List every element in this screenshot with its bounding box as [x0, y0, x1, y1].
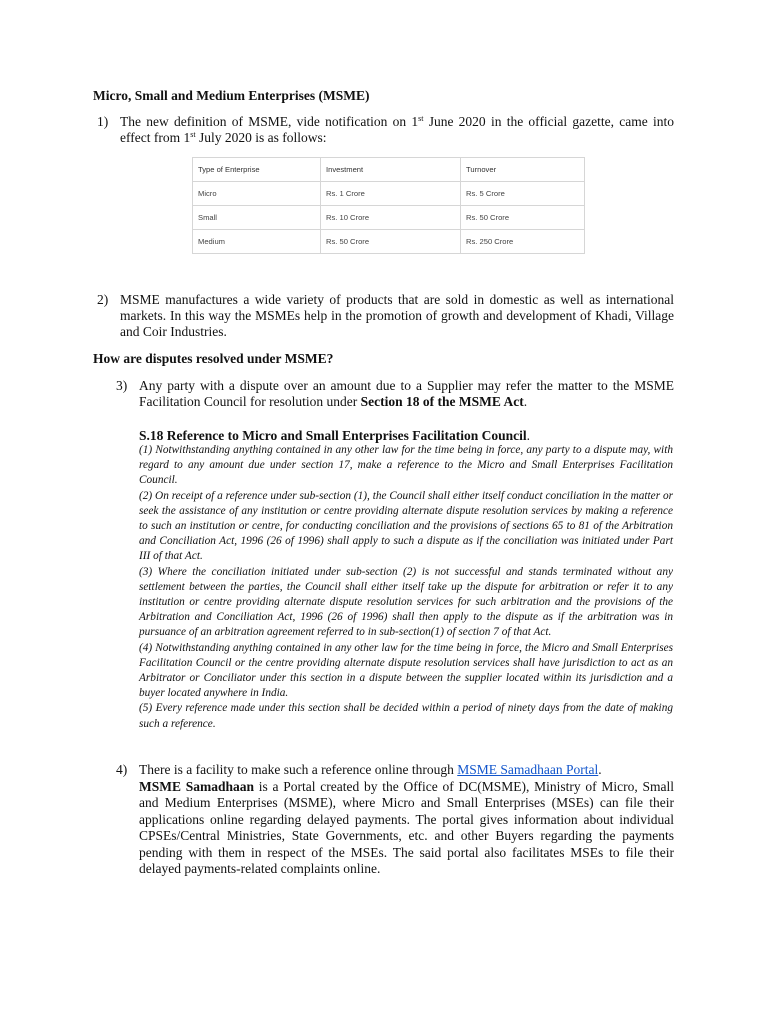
msme-samadhaan-link[interactable]: MSME Samadhaan Portal [457, 762, 599, 777]
legal-clause: (3) Where the conciliation initiated under sub-section (2) is not successful and stands terminated without any settlement between the parties, the Council shall either itself take up the dispute for arbitration or refer it to any institution or centre providing alternate dispute resolution services for such arbitration and the provisions of the Arbitration and Conciliation Act, 1996 (26 of 1996) shall then apply to the dispute as if the arbitration was in pursuance of an arbitration agreement referred to in sub-section(1) of section 7 of that Act. [139, 565, 673, 639]
section-18-text [139, 443, 673, 732]
table-row [193, 230, 585, 254]
list-item-text: There is a facility to make such a reference online through MSME Samadhaan Portal. MSME Samadhaan is a Portal created by the Office of DC(MSME), Ministry of Micro, Small and Medium Enterprises (MSME), where Micro and Small Enterprises (MSEs) can file their applications online regarding delayed payments. The portal gives information about individual CPSEs/Central Ministries, State Governments, etc. and other Buyers regarding the payments pending with them in respect of the MSEs. The said portal also facilitates MSEs to file their delayed payments-related complaints online. [139, 762, 674, 876]
table-header-row [193, 158, 585, 182]
page-title: Micro, Small and Medium Enterprises (MSME) [93, 88, 370, 103]
table-row [193, 182, 585, 206]
list-number: 3) [116, 378, 128, 393]
legal-clause: (2) On receipt of a reference under sub-section (1), the Council shall either itself conduct conciliation in the matter or seek the assistance of any institution or centre providing alternate dispute resolution services by making a reference to such an institution or centre, for conducting conciliation and the provisions of sections 65 to 81 of the Arbitration and Conciliation Act, 1996 (26 of 1996) shall apply to such a dispute as if the conciliation was initiated under Part III of that Act. [139, 489, 673, 563]
list-item-text: Any party with a dispute over an amount due to a Supplier may refer the matter to the MSME Facilitation Council for resolution under Section 18 of the MSME Act. [139, 378, 674, 409]
list-number: 1) [97, 114, 109, 129]
table-row [193, 206, 585, 230]
legal-clause: (5) Every reference made under this section shall be decided within a period of ninety days from the date of making such a reference. [139, 702, 673, 730]
list-item-text: The new definition of MSME, vide notification on 1st June 2020 in the official gazette, came into effect from 1st July 2020 is as follows: [120, 114, 674, 145]
table-cell: Rs. 5 Crore [461, 182, 585, 206]
table-cell: Rs. 10 Crore [321, 206, 461, 230]
table-cell: Rs. 50 Crore [321, 230, 461, 254]
table-cell: Small [193, 206, 321, 230]
legal-clause: (1) Notwithstanding anything contained in any other law for the time being in force, any party to a dispute may, with regard to any amount due under section 17, make a reference to the Micro and Small Enterprises Facilitation Council. [139, 444, 673, 487]
msme-definition-table [192, 157, 585, 254]
table-cell: Rs. 250 Crore [461, 230, 585, 254]
section-18-title: S.18 Reference to Micro and Small Enterprises Facilitation Council. [139, 428, 530, 443]
table-header-cell: Type of Enterprise [193, 158, 321, 182]
table-cell: Micro [193, 182, 321, 206]
section-heading: How are disputes resolved under MSME? [93, 351, 334, 366]
table-header-cell: Investment [321, 158, 461, 182]
list-item-text: MSME manufactures a wide variety of products that are sold in domestic as well as international markets. In this way the MSMEs help in the promotion of growth and development of Khadi, Village and Coir Industries. [120, 292, 674, 339]
table-cell: Medium [193, 230, 321, 254]
table-header-cell: Turnover [461, 158, 585, 182]
list-number: 4) [116, 762, 128, 777]
legal-clause: (4) Notwithstanding anything contained in any other law for the time being in force, the Micro and Small Enterprises Facilitation Council or the centre providing alternate dispute resolution services shall have jurisdiction to act as an Arbitrator or Conciliator under this section in a dispute between the supplier located within its jurisdiction and a buyer located anywhere in India. [139, 641, 673, 700]
table-cell: Rs. 1 Crore [321, 182, 461, 206]
table-cell: Rs. 50 Crore [461, 206, 585, 230]
list-number: 2) [97, 292, 109, 307]
